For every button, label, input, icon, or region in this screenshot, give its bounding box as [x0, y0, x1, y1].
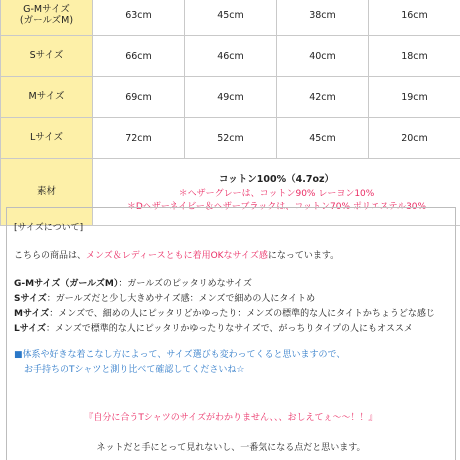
table-row	[1, 36, 460, 77]
size-desc-gm-text: ：ガールズのピッタリめなサイズ	[118, 279, 252, 289]
material-note-grey: ＊ヘザーグレーは、コットン90% レーヨン10%	[178, 188, 375, 199]
size-desc-l-text: ：メンズで標準的な人にピッタリかゆったりなサイズで、がっちりタイプの人にもオススメ	[46, 324, 413, 334]
size-label-l: Lサイズ	[1, 118, 93, 159]
intro-highlight: メンズ＆レディースともに着用OKなサイズ感	[86, 251, 268, 261]
table-cell: 46cm	[185, 36, 277, 77]
table-cell: 42cm	[277, 77, 369, 118]
table-cell: 20cm	[369, 118, 460, 159]
size-desc-l-label: Lサイズ	[14, 324, 47, 334]
table-cell: 40cm	[277, 36, 369, 77]
size-note-line2: お手持ちのTシャツと測り比べて確認してくださいね☆	[24, 365, 245, 375]
size-desc-gm	[14, 280, 252, 289]
table-cell: 45cm	[185, 0, 277, 36]
table-cell: 49cm	[185, 77, 277, 118]
table-row	[1, 0, 460, 36]
table-row	[1, 77, 460, 118]
size-info-heading: [サイズについて]	[14, 223, 84, 233]
size-label-m: Mサイズ	[1, 77, 93, 118]
table-cell: 63cm	[93, 0, 185, 36]
size-desc-gm-label: G-Mサイズ（ガールズM）	[14, 279, 119, 289]
size-info-intro	[14, 252, 339, 261]
size-info-box	[6, 207, 456, 460]
table-cell: 38cm	[277, 0, 369, 36]
table-cell: 18cm	[369, 36, 460, 77]
material-label: 素材	[1, 159, 93, 226]
intro-prefix: こちらの商品は、	[14, 251, 87, 261]
intro-suffix: になっています。	[267, 251, 340, 261]
table-cell: 72cm	[93, 118, 185, 159]
material-main: コットン100%（4.7oz）	[218, 173, 335, 185]
table-cell: 16cm	[369, 0, 460, 36]
size-table	[0, 0, 460, 226]
size-label-gm: G-Mサイズ (ガールズM)	[1, 0, 93, 36]
size-desc-s	[14, 295, 315, 304]
size-desc-m-text: ：メンズで、細めの人にピッタリどかゆったり：メンズの標準的な人にタイトかちょうどな感じ	[49, 309, 435, 319]
size-desc-s-text: ：ガールズだと少し大きめサイズ感：メンズで細めの人にタイトめ	[46, 294, 316, 304]
size-note-line1: ■体系や好きな着こなし方によって、サイズ選びも変わってくると思いますので、	[14, 350, 346, 360]
size-bottom-text: ネットだと手にとって見れないし、一番気になる点だと思います。	[96, 443, 366, 453]
size-callout: 『自分に合うTシャツのサイズがわかりません、、、おしえてぇ〜〜！！』	[84, 413, 378, 423]
table-row	[1, 118, 460, 159]
size-desc-m	[14, 310, 435, 319]
material-note-navy-black: ＊Dヘザーネイビー＆ヘザーブラックは、コットン70% ポリエステル30%	[126, 201, 427, 212]
size-label-s: Sサイズ	[1, 36, 93, 77]
table-cell: 69cm	[93, 77, 185, 118]
table-cell: 52cm	[185, 118, 277, 159]
size-desc-m-label: Mサイズ	[14, 309, 50, 319]
table-cell: 45cm	[277, 118, 369, 159]
table-cell: 66cm	[93, 36, 185, 77]
table-cell: 19cm	[369, 77, 460, 118]
size-desc-s-label: Sサイズ	[14, 294, 47, 304]
size-desc-l	[14, 325, 413, 334]
